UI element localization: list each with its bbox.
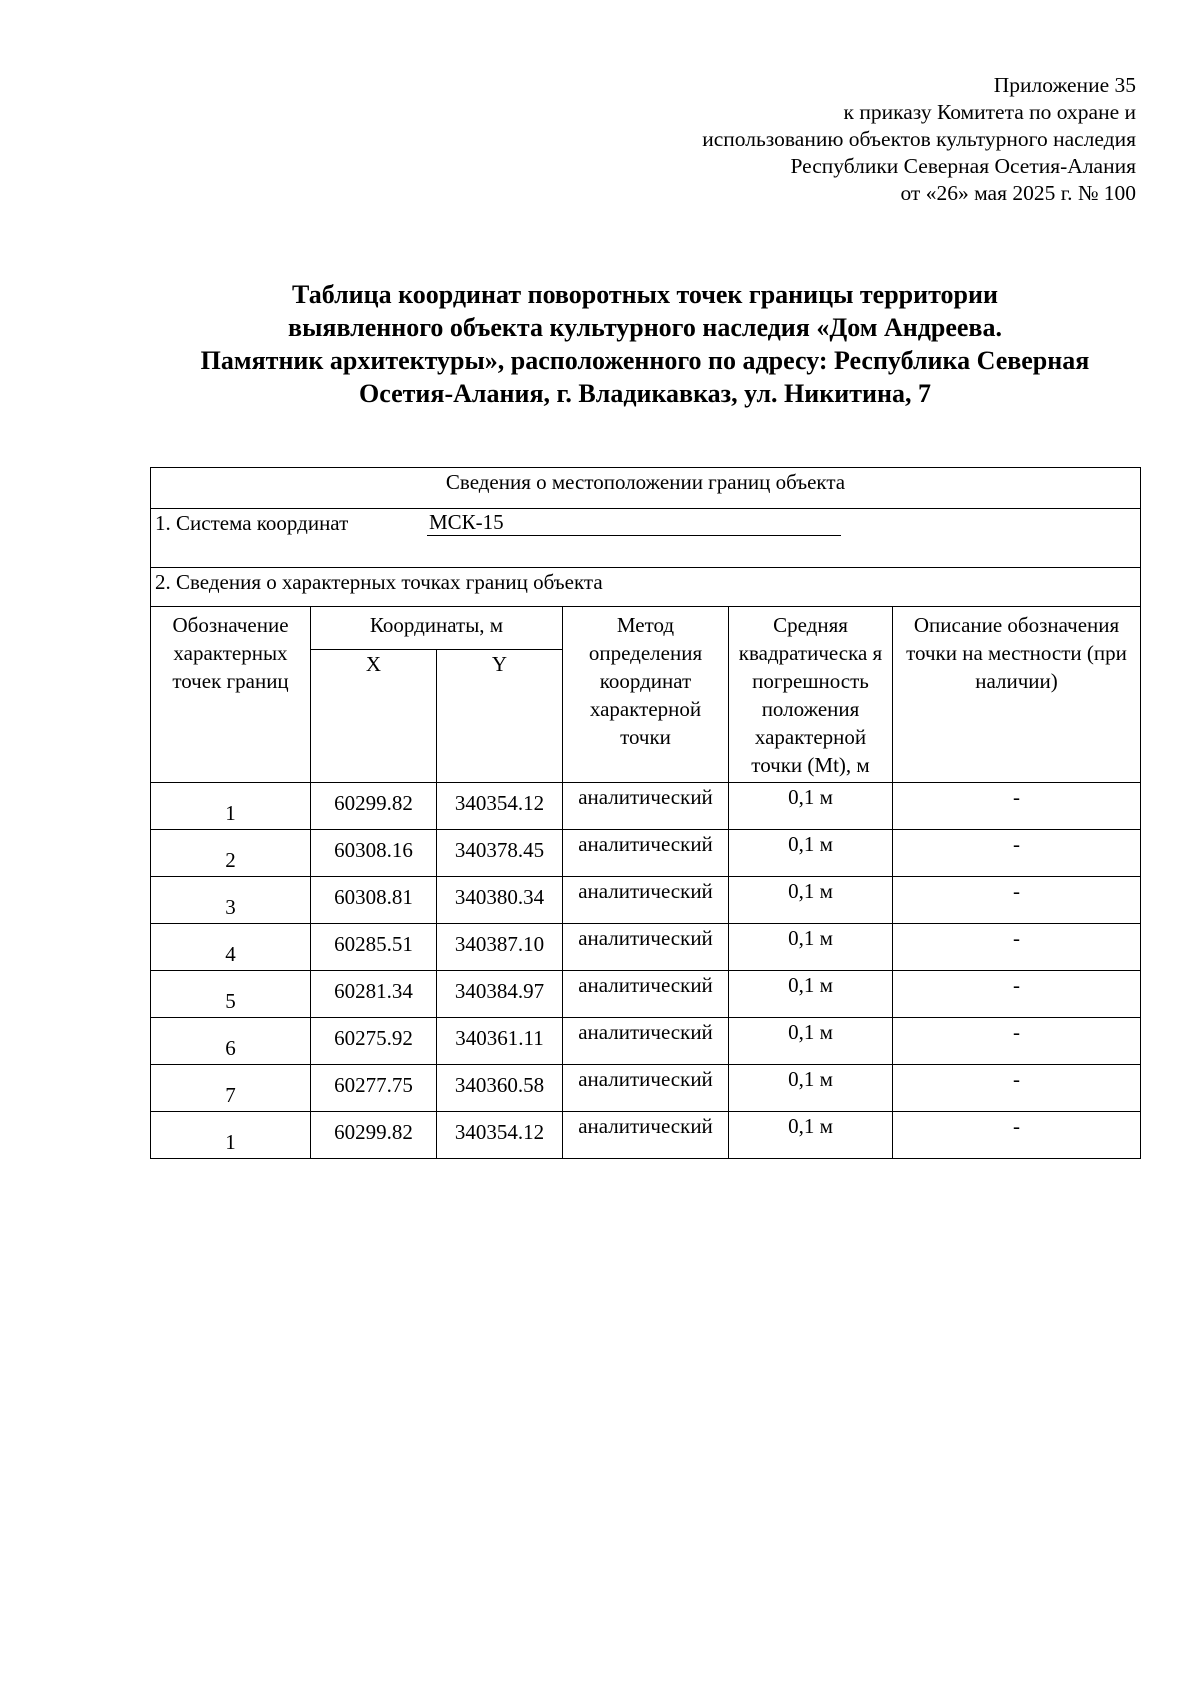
point-number: 2 <box>151 830 311 877</box>
description-value: - <box>893 783 1141 830</box>
coordinate-x: 60299.82 <box>311 783 437 830</box>
description-value: - <box>893 1112 1141 1159</box>
column-header-x: X <box>311 650 437 783</box>
point-number: 5 <box>151 971 311 1018</box>
table-section-title-row <box>151 468 1141 509</box>
error-value: 0,1 м <box>729 924 893 971</box>
point-number: 6 <box>151 1018 311 1065</box>
coordinate-y: 340387.10 <box>437 924 563 971</box>
description-value: - <box>893 830 1141 877</box>
table-header-row <box>151 607 1141 650</box>
table-row <box>151 1112 1141 1159</box>
table-data-body <box>151 783 1141 1159</box>
error-value: 0,1 м <box>729 1065 893 1112</box>
point-number: 1 <box>151 1112 311 1159</box>
table-row <box>151 877 1141 924</box>
error-value: 0,1 м <box>729 1018 893 1065</box>
coord-system-row <box>151 509 1141 568</box>
document-title <box>150 278 1140 410</box>
appendix-number: Приложение 35 <box>993 73 1136 97</box>
table-row <box>151 971 1141 1018</box>
coordinate-x: 60308.16 <box>311 830 437 877</box>
table-row <box>151 830 1141 877</box>
method-value: аналитический <box>563 783 729 830</box>
method-value: аналитический <box>563 971 729 1018</box>
coordinate-x: 60285.51 <box>311 924 437 971</box>
method-value: аналитический <box>563 924 729 971</box>
coordinate-y: 340361.11 <box>437 1018 563 1065</box>
description-value: - <box>893 1018 1141 1065</box>
coordinate-x: 60281.34 <box>311 971 437 1018</box>
appendix-date-line: от «26» мая 2025 г. № 100 <box>900 181 1136 205</box>
coordinate-y: 340354.12 <box>437 783 563 830</box>
title-line: Осетия-Алания, г. Владикавказ, ул. Никитина, 7 <box>359 379 931 408</box>
coordinate-y: 340354.12 <box>437 1112 563 1159</box>
error-value: 0,1 м <box>729 1112 893 1159</box>
column-header-designation: Обозначение характерных точек границ <box>151 607 311 783</box>
coordinate-x: 60277.75 <box>311 1065 437 1112</box>
coordinate-x: 60299.82 <box>311 1112 437 1159</box>
point-number: 3 <box>151 877 311 924</box>
title-line: Таблица координат поворотных точек границы территории <box>292 280 998 309</box>
column-header-description: Описание обозначения точки на местности (при наличии) <box>893 607 1141 783</box>
column-header-coordinates: Координаты, м <box>311 607 563 650</box>
point-number: 1 <box>151 783 311 830</box>
section-title: Сведения о местоположении границ объекта <box>151 468 1141 509</box>
description-value: - <box>893 877 1141 924</box>
coordinates-table <box>150 467 1141 1159</box>
point-number: 7 <box>151 1065 311 1112</box>
coordinate-y: 340360.58 <box>437 1065 563 1112</box>
description-value: - <box>893 924 1141 971</box>
column-header-method: Метод определения координат характерной точки <box>563 607 729 783</box>
coordinate-y: 340384.97 <box>437 971 563 1018</box>
column-header-y: Y <box>437 650 563 783</box>
appendix-committee-line: использованию объектов культурного наследия <box>702 127 1136 151</box>
error-value: 0,1 м <box>729 783 893 830</box>
table-row <box>151 924 1141 971</box>
appendix-header <box>576 72 1136 207</box>
method-value: аналитический <box>563 1112 729 1159</box>
coordinate-y: 340378.45 <box>437 830 563 877</box>
title-line: Памятник архитектуры», расположенного по адресу: Республика Северная <box>200 346 1090 375</box>
method-value: аналитический <box>563 1065 729 1112</box>
coord-system-cell <box>151 509 1141 568</box>
points-title: 2. Сведения о характерных точках границ объекта <box>151 568 1141 607</box>
appendix-order-line: к приказу Комитета по охране и <box>843 100 1136 124</box>
method-value: аналитический <box>563 877 729 924</box>
error-value: 0,1 м <box>729 971 893 1018</box>
points-title-row <box>151 568 1141 607</box>
error-value: 0,1 м <box>729 830 893 877</box>
table-row <box>151 1065 1141 1112</box>
coord-system-label: 1. Система координат <box>155 511 349 535</box>
table-row <box>151 1018 1141 1065</box>
point-number: 4 <box>151 924 311 971</box>
description-value: - <box>893 1065 1141 1112</box>
description-value: - <box>893 971 1141 1018</box>
method-value: аналитический <box>563 830 729 877</box>
table-row <box>151 783 1141 830</box>
appendix-republic-line: Республики Северная Осетия-Алания <box>790 154 1136 178</box>
coordinate-x: 60275.92 <box>311 1018 437 1065</box>
error-value: 0,1 м <box>729 877 893 924</box>
coordinate-y: 340380.34 <box>437 877 563 924</box>
title-line: выявленного объекта культурного наследия «Дом Андреева. <box>288 313 1002 342</box>
coordinate-x: 60308.81 <box>311 877 437 924</box>
column-header-error: Средняя квадратическа я погрешность положения характерной точки (Mt), м <box>729 607 893 783</box>
coord-system-value: МСК-15 <box>427 509 841 536</box>
method-value: аналитический <box>563 1018 729 1065</box>
